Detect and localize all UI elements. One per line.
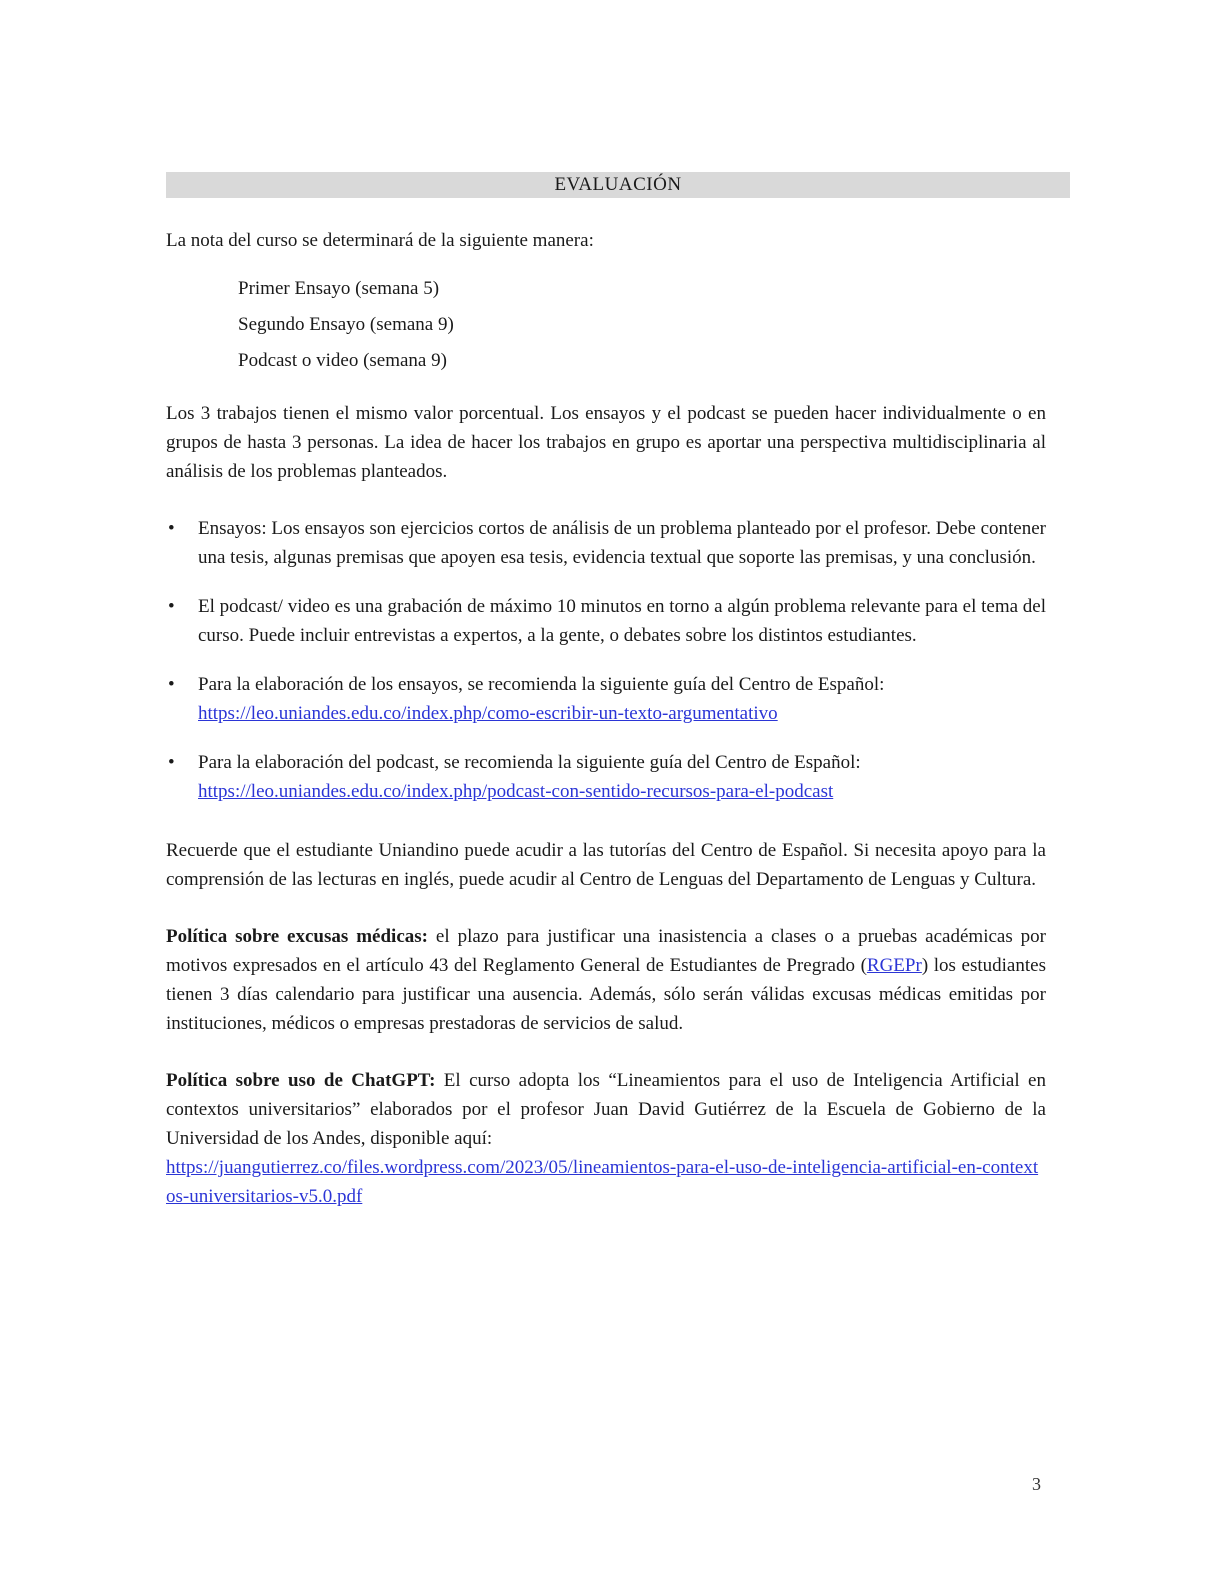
medical-policy-heading: Política sobre excusas médicas: [166,926,428,947]
bullet-marker: • [168,596,175,617]
medical-policy-text-end: ) los estudiantes tienen 3 días calendario para justificar una ausencia. Además, sólo serán válidas excusas médicas emitidas por instituciones, médicos o empresas prestadoras de servicios de salud. [166,955,1046,1034]
bullet-item-podcast [166,592,1046,650]
bullet-marker: • [168,518,175,539]
bullet-marker: • [168,674,175,695]
assignments-paragraph: Los 3 trabajos tienen el mismo valor porcentual. Los ensayos y el podcast se pueden hacer individualmente o en grupos de hasta 3 personas. La idea de hacer los trabajos en grupo es aportar una perspectiva multidisciplinaria al análisis de los problemas planteados. [166,403,1046,482]
bullet-item-essays [166,514,1046,572]
essay-guide-link[interactable]: https://leo.uniandes.edu.co/index.php/como-escribir-un-texto-argumentativo [198,703,778,724]
medical-policy-text: el plazo para justificar una inasistencia a clases o a pruebas académicas por motivos expresados en el artículo 43 del Reglamento General de Estudiantes de Pregrado ( [166,926,1046,976]
bullet-text: Para la elaboración del podcast, se recomienda la siguiente guía del Centro de Español: [198,752,861,773]
ai-guidelines-link[interactable]: https://juangutierrez.co/files.wordpress.com/2023/05/lineamientos-para-el-uso-de-inteligencia-artificial-en-contextos-universitarios-v5.0.pdf [166,1157,1039,1207]
podcast-guide-link[interactable]: https://leo.uniandes.edu.co/index.php/podcast-con-sentido-recursos-para-el-podcast [198,781,834,802]
chatgpt-policy-text: El curso adopta los “Lineamientos para el uso de Inteligencia Artificial en contextos universitarios” elaborados por el profesor Juan David Gutiérrez de la Escuela de Gobierno de la Universidad de los Andes, disponible aquí: [166,1070,1046,1149]
bullet-list [166,514,1046,806]
document-body [166,226,1046,1211]
bullet-text: El podcast/ video es una grabación de máximo 10 minutos en torno a algún problema relevante para el tema del curso. Puede incluir entrevistas a expertos, a la gente, o debates sobre los distintos estudiantes. [198,596,1046,646]
chatgpt-paragraph [166,1066,1046,1211]
bullet-item-podcast-guide [166,748,1046,806]
rgepr-link[interactable]: RGEPr [866,955,922,976]
section-title: EVALUACIÓN [554,174,682,195]
support-paragraph: Recuerde que el estudiante Uniandino puede acudir a las tutorías del Centro de Español. Si necesita apoyo para la comprensión de las lecturas en inglés, puede acudir al Centro de Lenguas del Departamento de Lenguas y Cultura. [166,840,1046,890]
grade-item: Primer Ensayo (semana 5) [238,278,440,299]
grade-list [238,271,1046,379]
bullet-text: Para la elaboración de los ensayos, se recomienda la siguiente guía del Centro de Español: [198,674,885,695]
grade-item: Segundo Ensayo (semana 9) [238,314,454,335]
section-header [166,172,1070,198]
intro-text: La nota del curso se determinará de la siguiente manera: [166,230,594,251]
bullet-marker: • [168,752,175,773]
page-number: 3 [1032,1474,1041,1494]
grade-item: Podcast o video (semana 9) [238,350,447,371]
bullet-item-essay-guide [166,670,1046,728]
bullet-text: Ensayos: Los ensayos son ejercicios cortos de análisis de un problema planteado por el profesor. Debe contener una tesis, algunas premisas que apoyen esa tesis, evidencia textual que soporte las premisas, y una conclusión. [198,518,1046,568]
chatgpt-policy-heading: Política sobre uso de ChatGPT: [166,1070,436,1091]
medical-excuses-paragraph [166,922,1046,1038]
